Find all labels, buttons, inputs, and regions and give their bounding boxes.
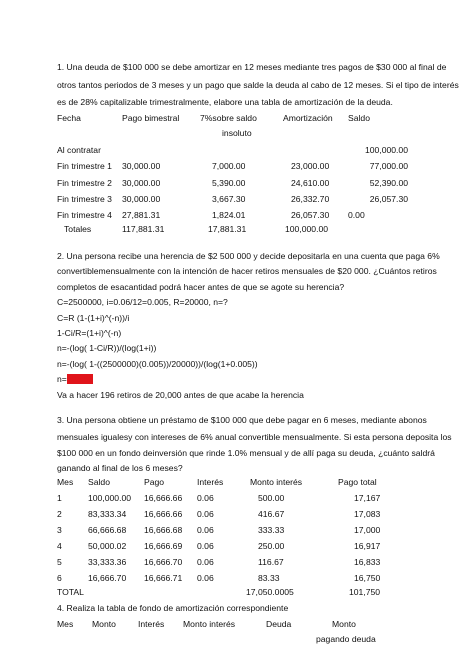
q3-row-5-saldo: 33,333.36 [88, 557, 127, 567]
q1-row-4-saldo: 0.00 [348, 210, 365, 220]
q4-header-monto: Monto [92, 619, 116, 629]
q1-row-1-amort: 23,000.00 [291, 161, 330, 171]
q4-intro: 4. Realiza la tabla de fondo de amortización correspondiente [57, 603, 289, 613]
q3-intro-line-4: ganando al final de los 6 meses? [57, 463, 183, 473]
q3-intro-line-2: mensuales igualesy con intereses de 6% anual convertible mensualmente. Si esta persona deposita los [57, 432, 452, 442]
q1-row-2-interes: 5,390.00 [212, 178, 246, 188]
q3-row-6-interes: 0.06 [197, 573, 214, 583]
q3-header-interes: Interés [197, 477, 224, 487]
q1-row-1-fecha: Fin trimestre 1 [57, 161, 112, 171]
q1-totals-pago: 117,881.31 [122, 224, 165, 234]
q3-row-4-interes: 0.06 [197, 541, 214, 551]
q1-row-1-pago: 30,000.00 [122, 161, 161, 171]
q1-row-1-saldo: 77,000.00 [369, 161, 408, 171]
q3-intro-line-1: 3. Una persona obtiene un préstamo de $100 000 que debe pagar en 6 meses, mediante abonos [57, 415, 427, 425]
q1-header-fecha: Fecha [57, 113, 81, 123]
q2-step-3: 1-Ci/R=(1+i)^(-n) [57, 328, 122, 338]
q1-row-3-saldo: 26,057.30 [369, 194, 408, 204]
q3-row-4-monto: 250.00 [258, 541, 285, 551]
q1-row-4-amort: 26,057.30 [291, 210, 330, 220]
q3-row-5-total: 16,833 [354, 557, 381, 567]
q2-intro-line-1: 2. Una persona recibe una herencia de $2 500 000 y decide depositarla en una cuenta que paga 6% [57, 251, 440, 261]
q3-row-3-total: 17,000 [354, 525, 381, 535]
q1-row-4-fecha: Fin trimestre 4 [57, 210, 112, 220]
q1-intro-line-1: 1. Una deuda de $100 000 se debe amortizar en 12 meses mediante tres pagos de $30 000 al final de [57, 62, 447, 72]
q3-row-3-saldo: 66,666.68 [88, 525, 127, 535]
q3-row-2-interes: 0.06 [197, 509, 214, 519]
q4-header-monto-interes: Monto interés [183, 619, 236, 629]
q1-header-interes-2: insoluto [222, 128, 252, 138]
q3-row-6-total: 16,750 [354, 573, 381, 583]
q3-row-3-pago: 16,666.68 [144, 525, 183, 535]
q3-row-3-mes: 3 [57, 525, 62, 535]
q1-row-4-pago: 27,881.31 [122, 210, 161, 220]
q1-row-3-fecha: Fin trimestre 3 [57, 194, 112, 204]
q1-header-interes: 7%sobre saldo [200, 113, 257, 123]
q2-result-highlight: 196.66 [66, 374, 94, 384]
q3-row-3-monto: 333.33 [258, 525, 285, 535]
q3-row-5-interes: 0.06 [197, 557, 214, 567]
q1-intro-line-3: es de 28% capitalizable trimestralmente, elabore una tabla de amortización de la deuda. [57, 97, 393, 107]
q3-header-mes: Mes [57, 477, 74, 487]
q3-row-6-monto: 83.33 [258, 573, 280, 583]
q3-totals-label: TOTAL [57, 587, 84, 597]
q3-row-6-saldo: 16,666.70 [88, 573, 127, 583]
q4-header-deuda: Deuda [266, 619, 292, 629]
q1-row-4-interes: 1,824.01 [212, 210, 246, 220]
q4-header-monto-pagando: Monto [332, 619, 356, 629]
q3-totals-monto: 17,050.0005 [246, 587, 294, 597]
q3-header-total: Pago total [338, 477, 377, 487]
q1-intro-line-2: otros tantos periodos de 3 meses y un pago que salde la deuda al cabo de 12 meses. Si el tipo de interés [57, 80, 459, 90]
q3-row-1-monto: 500.00 [258, 493, 285, 503]
q3-row-5-monto: 116.67 [258, 557, 284, 567]
q3-row-6-mes: 6 [57, 573, 62, 583]
q1-row-3-amort: 26,332.70 [291, 194, 330, 204]
q3-row-6-pago: 16,666.71 [144, 573, 183, 583]
q1-totals-label: Totales [64, 224, 92, 234]
q3-row-3-interes: 0.06 [197, 525, 214, 535]
q1-header-amortizacion: Amortización [283, 113, 333, 123]
q3-row-1-saldo: 100,000.00 [88, 493, 132, 503]
q1-totals-amort: 100,000.00 [285, 224, 329, 234]
q2-step-5: n=-(log( 1-((2500000)(0.005))/20000))/(log(1+0.005)) [57, 359, 258, 369]
q3-row-2-monto: 416.67 [258, 509, 285, 519]
q2-conclusion: Va a hacer 196 retiros de 20,000 antes de que acabe la herencia [57, 390, 304, 400]
q1-totals-interes: 17,881.31 [208, 224, 247, 234]
q3-header-pago: Pago [144, 477, 165, 487]
q3-row-5-pago: 16,666.70 [144, 557, 183, 567]
q4-header-mes: Mes [57, 619, 74, 629]
q3-totals-total: 101,750 [349, 587, 381, 597]
q4-header-pagando-deuda: pagando deuda [316, 634, 376, 644]
q1-header-saldo: Saldo [348, 113, 370, 123]
q3-row-5-mes: 5 [57, 557, 62, 567]
q3-row-1-interes: 0.06 [197, 493, 214, 503]
q1-row-3-pago: 30,000.00 [122, 194, 161, 204]
q1-row-2-saldo: 52,390.00 [369, 178, 408, 188]
q2-step-4: n=-(log( 1-Ci/R))/(log(1+i)) [57, 343, 157, 353]
q3-row-2-saldo: 83,333.34 [88, 509, 127, 519]
q3-header-saldo: Saldo [88, 477, 110, 487]
q3-row-4-total: 16,917 [354, 541, 381, 551]
q2-result-prefix: n= [57, 374, 67, 384]
q3-row-4-mes: 4 [57, 541, 62, 551]
q1-row-2-fecha: Fin trimestre 2 [57, 178, 112, 188]
q3-row-2-pago: 16,666.66 [144, 509, 183, 519]
q3-row-1-pago: 16,666.66 [144, 493, 183, 503]
q1-row-3-interes: 3,667.30 [212, 194, 246, 204]
q3-row-2-total: 17,083 [354, 509, 381, 519]
q3-row-1-mes: 1 [57, 493, 62, 503]
q2-intro-line-3: completos de esacantidad podrá hacer antes de que se agote su herencia? [57, 282, 345, 292]
q4-header-interes: Interés [138, 619, 165, 629]
q1-row-0-fecha: Al contratar [57, 145, 101, 155]
q2-step-1: C=2500000, i=0.06/12=0.005, R=20000, n=? [57, 297, 228, 307]
q3-row-4-pago: 16,666.69 [144, 541, 183, 551]
q2-intro-line-2: convertiblemensualmente con la intención de hacer retiros mensuales de $20 000. ¿Cuántos retiros [57, 266, 437, 276]
q3-intro-line-3: $100 000 en un fondo deinversión que rinde 1.0% mensual y de allí paga su deuda, ¿cuánto saldrá [57, 448, 435, 458]
q2-step-2: C=R (1-(1+i)^(-n))/i [57, 313, 130, 323]
q3-row-2-mes: 2 [57, 509, 62, 519]
q1-row-2-pago: 30,000.00 [122, 178, 161, 188]
q1-row-1-interes: 7,000.00 [212, 161, 246, 171]
q1-row-2-amort: 24,610.00 [291, 178, 330, 188]
q3-row-4-saldo: 50,000.02 [88, 541, 127, 551]
q3-row-1-total: 17,167 [354, 493, 381, 503]
q1-row-0-saldo: 100,000.00 [364, 145, 408, 155]
q3-header-monto: Monto interés [250, 477, 303, 487]
q1-header-pago: Pago bimestral [122, 113, 180, 123]
q2-result [57, 374, 93, 385]
